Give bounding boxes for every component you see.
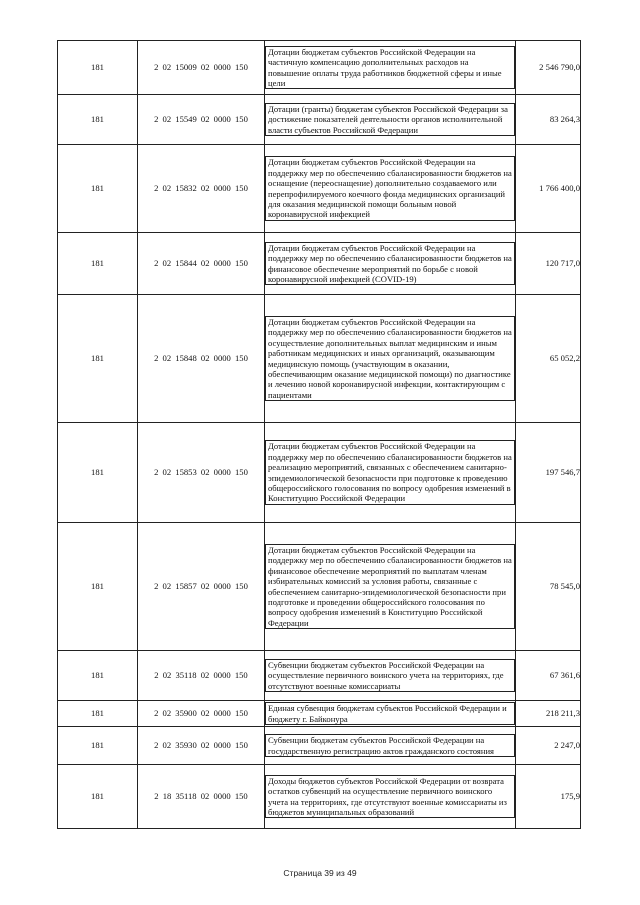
description-cell <box>265 233 516 295</box>
amount-cell: 65 052,2 <box>516 295 581 423</box>
budget-code-cell: 2 02 15848 02 0000 150 <box>138 295 265 423</box>
description-cell <box>265 423 516 523</box>
description-cell <box>265 95 516 145</box>
table-row <box>58 423 581 523</box>
description-text: Дотации бюджетам субъектов Российской Федерации на поддержку мер по обеспечению сбалансированности бюджетов на финансовое обеспечение мероприятий по борьбе с новой коронавирусной инфекцией (COVID-19) <box>265 242 515 286</box>
admin-code-cell: 181 <box>58 701 138 727</box>
description-text: Дотации бюджетам субъектов Российской Федерации на частичную компенсацию дополнительных расходов на повышение оплаты труда работников бюджетной сферы и иные цели <box>265 46 515 90</box>
admin-code-cell: 181 <box>58 233 138 295</box>
admin-code-cell: 181 <box>58 765 138 829</box>
table-row <box>58 701 581 727</box>
description-text: Единая субвенция бюджетам субъектов Российской Федерации и бюджету г. Байконура <box>265 702 515 725</box>
admin-code-cell: 181 <box>58 145 138 233</box>
description-cell <box>265 523 516 651</box>
budget-code-cell: 2 18 35118 02 0000 150 <box>138 765 265 829</box>
budget-code-cell: 2 02 15844 02 0000 150 <box>138 233 265 295</box>
page-number-footer: Страница 39 из 49 <box>283 868 357 878</box>
amount-cell: 218 211,3 <box>516 701 581 727</box>
amount-cell: 67 361,6 <box>516 651 581 701</box>
table-row <box>58 95 581 145</box>
admin-code-cell: 181 <box>58 651 138 701</box>
table-row <box>58 523 581 651</box>
description-cell <box>265 145 516 233</box>
amount-cell: 2 546 790,0 <box>516 41 581 95</box>
description-text: Субвенции бюджетам субъектов Российской Федерации на государственную регистрацию актов гражданского состояния <box>265 734 515 757</box>
amount-cell: 120 717,0 <box>516 233 581 295</box>
description-text: Доходы бюджетов субъектов Российской Федерации от возврата остатков субвенций на осуществление первичного воинского учета на территориях, где отсутствуют военные комиссариаты из бюджетов муниципальных образований <box>265 775 515 819</box>
budget-code-cell: 2 02 15549 02 0000 150 <box>138 95 265 145</box>
table-body <box>58 41 581 829</box>
description-cell <box>265 295 516 423</box>
admin-code-cell: 181 <box>58 727 138 765</box>
budget-code-cell: 2 02 35930 02 0000 150 <box>138 727 265 765</box>
description-text: Дотации (гранты) бюджетам субъектов Российской Федерации за достижение показателей деятельности органов исполнительной власти субъектов Российской Федерации <box>265 103 515 136</box>
description-text: Дотации бюджетам субъектов Российской Федерации на поддержку мер по обеспечению сбалансированности бюджетов на осуществление дополнительных выплат медицинским и иным работникам медицинских и иных организаций, оказывающим медицинскую помощь (участвующим в оказании, обеспечивающим оказание медицинской помощи) по диагностике и лечению новой коронавирусной инфекции, контактирующим с пациентами <box>265 316 515 401</box>
description-cell <box>265 765 516 829</box>
description-text: Субвенции бюджетам субъектов Российской Федерации на осуществление первичного воинского учета на территориях, где отсутствуют военные комиссариаты <box>265 659 515 692</box>
description-text: Дотации бюджетам субъектов Российской Федерации на поддержку мер по обеспечению сбалансированности бюджетов на финансовое обеспечение мероприятий по выплатам членам избирательных комиссий за условия работы, связанные с обеспечением санитарно-эпидемиологической безопасности при подготовке и проведении общероссийского голосования по вопросу одобрения изменений в Конституцию Российской Федерации <box>265 544 515 629</box>
table-row <box>58 233 581 295</box>
budget-code-cell: 2 02 15832 02 0000 150 <box>138 145 265 233</box>
table-row <box>58 41 581 95</box>
budget-code-cell: 2 02 35900 02 0000 150 <box>138 701 265 727</box>
budget-code-cell: 2 02 15009 02 0000 150 <box>138 41 265 95</box>
description-cell <box>265 701 516 727</box>
budget-code-cell: 2 02 35118 02 0000 150 <box>138 651 265 701</box>
budget-code-cell: 2 02 15853 02 0000 150 <box>138 423 265 523</box>
description-text: Дотации бюджетам субъектов Российской Федерации на поддержку мер по обеспечению сбалансированности бюджетов на реализацию мероприятий, связанных с обеспечением санитарно-эпидемиологической безопасности при подготовке к проведению общероссийского голосования по вопросу одобрения изменений в Конституцию Российской Федерации <box>265 440 515 504</box>
table-row <box>58 145 581 233</box>
description-cell <box>265 727 516 765</box>
amount-cell: 2 247,0 <box>516 727 581 765</box>
table-row <box>58 727 581 765</box>
amount-cell: 83 264,3 <box>516 95 581 145</box>
admin-code-cell: 181 <box>58 523 138 651</box>
amount-cell: 175,9 <box>516 765 581 829</box>
admin-code-cell: 181 <box>58 95 138 145</box>
admin-code-cell: 181 <box>58 295 138 423</box>
table-row <box>58 295 581 423</box>
description-cell <box>265 651 516 701</box>
table-row <box>58 765 581 829</box>
budget-revenue-table <box>57 40 581 829</box>
admin-code-cell: 181 <box>58 41 138 95</box>
table-row <box>58 651 581 701</box>
admin-code-cell: 181 <box>58 423 138 523</box>
budget-code-cell: 2 02 15857 02 0000 150 <box>138 523 265 651</box>
description-text: Дотации бюджетам субъектов Российской Федерации на поддержку мер по обеспечению сбалансированности бюджетов на оснащение (переоснащение) дополнительно создаваемого или перепрофилируемого коечного фонда медицинских организаций для оказания медицинской помощи больным новой коронавирусной инфекцией <box>265 156 515 220</box>
amount-cell: 1 766 400,0 <box>516 145 581 233</box>
amount-cell: 197 546,7 <box>516 423 581 523</box>
description-cell <box>265 41 516 95</box>
amount-cell: 78 545,0 <box>516 523 581 651</box>
